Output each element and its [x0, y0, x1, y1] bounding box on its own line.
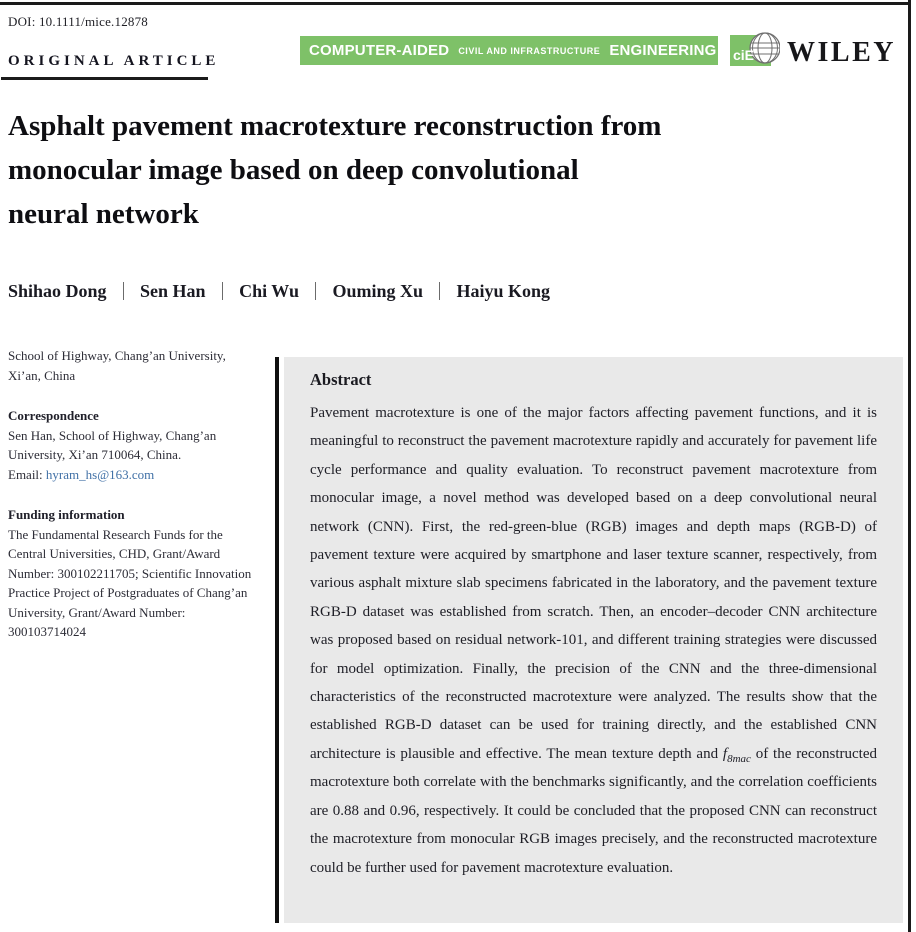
author-name: Chi Wu — [239, 281, 299, 301]
affiliation: School of Highway, Chang’an University, Xi’an, China — [8, 348, 226, 383]
author-separator — [123, 282, 125, 300]
email-label: Email: — [8, 466, 46, 482]
author-separator — [315, 282, 317, 300]
abstract-text-part1: Pavement macrotexture is one of the major factors affecting pavement functions, and it is meaningful to reconstruct the pavement macrotexture rapidly and accurately for pavement life cycle performance and quality evaluation. To reconstruct pavement macrotexture from monocular image, a novel method was developed based on a deep convolutional neural network (CNN). First, the red-green-blue (RGB) images and depth maps (RGB-D) of pavement texture were acquired by smartphone and laser texture scanner, respectively, from various asphalt mixture slab specimens fabricated in the laboratory, and the pavement texture RGB-D dataset was established from scratch. Then, an encoder–decoder CNN architecture was proposed based on residual network-101, and different training strategies were discussed for model optimization. Finally, the precision of the CNN and the three-dimensional characteristics of the reconstructed macrotexture were analyzed. The results show that the established RGB-D dataset can be used for training directly, and the established CNN architecture is plausible and effective. The mean texture depth and — [310, 405, 877, 762]
doi-text: DOI: 10.1111/mice.12878 — [8, 14, 148, 29]
journal-name-end: ENGINEERING — [609, 42, 717, 59]
paper-title-line: Asphalt pavement macrotexture reconstruction from — [8, 110, 662, 142]
author-separator — [439, 282, 441, 300]
email-line — [8, 465, 256, 485]
article-type-label: ORIGINAL ARTICLE — [8, 53, 220, 69]
author-name: Shihao Dong — [8, 281, 107, 301]
correspondence-block — [8, 406, 256, 484]
formula-base: f — [722, 745, 728, 762]
page-top-rule — [0, 2, 909, 5]
formula-subscript: 8mac — [727, 752, 751, 765]
correspondence-body: Sen Han, School of Highway, Chang’an University, Xi’an 710064, China. — [8, 427, 217, 462]
journal-globe-logo-icon — [730, 31, 780, 73]
article-type-underline — [1, 77, 208, 80]
formula-f8mac — [722, 745, 751, 765]
funding-body: The Fundamental Research Funds for the Central Universities, CHD, Grant/Award Number: 300102211705; Scientific Innovation Practice Project of Postgraduates of Chang’an University, Grant/Award Number: 300103714024 — [8, 526, 252, 639]
author-name: Sen Han — [140, 281, 206, 301]
journal-name-main: COMPUTER-AIDED — [309, 42, 450, 59]
author-name: Ouming Xu — [332, 281, 423, 301]
paper-title-line: monocular image based on deep convolutional — [8, 154, 579, 186]
author-list — [8, 281, 550, 302]
email-link[interactable]: hyram_hs@163.com — [45, 466, 155, 482]
funding-heading: Funding information — [8, 507, 125, 522]
journal-banner — [300, 36, 718, 65]
abstract-left-bar — [275, 357, 279, 923]
paper-title — [8, 104, 808, 236]
author-separator — [222, 282, 224, 300]
abstract-box — [284, 357, 903, 923]
wiley-logo: WILEY — [787, 37, 896, 68]
logo-text: ciE — [733, 47, 755, 63]
abstract-heading: Abstract — [310, 370, 372, 389]
paper-title-line: neural network — [8, 198, 199, 230]
abstract-section — [275, 357, 903, 923]
funding-block — [8, 505, 256, 642]
page-right-rule — [908, 0, 911, 932]
correspondence-heading: Correspondence — [8, 408, 99, 423]
abstract-text-part2: of the reconstructed macrotexture both correlate with the benchmarks significantly, and the correlation coefficients are 0.88 and 0.96, respectively. It could be concluded that the proposed CNN can reconstruct the macrotexture from monocular RGB images precisely, and the reconstructed macrotexture could be further used for pavement macrotexture evaluation. — [310, 745, 877, 876]
journal-name-middle: CIVIL AND INFRASTRUCTURE — [458, 45, 601, 56]
article-info-sidebar — [8, 346, 256, 663]
author-name: Haiyu Kong — [456, 281, 551, 301]
abstract-text — [310, 399, 877, 882]
